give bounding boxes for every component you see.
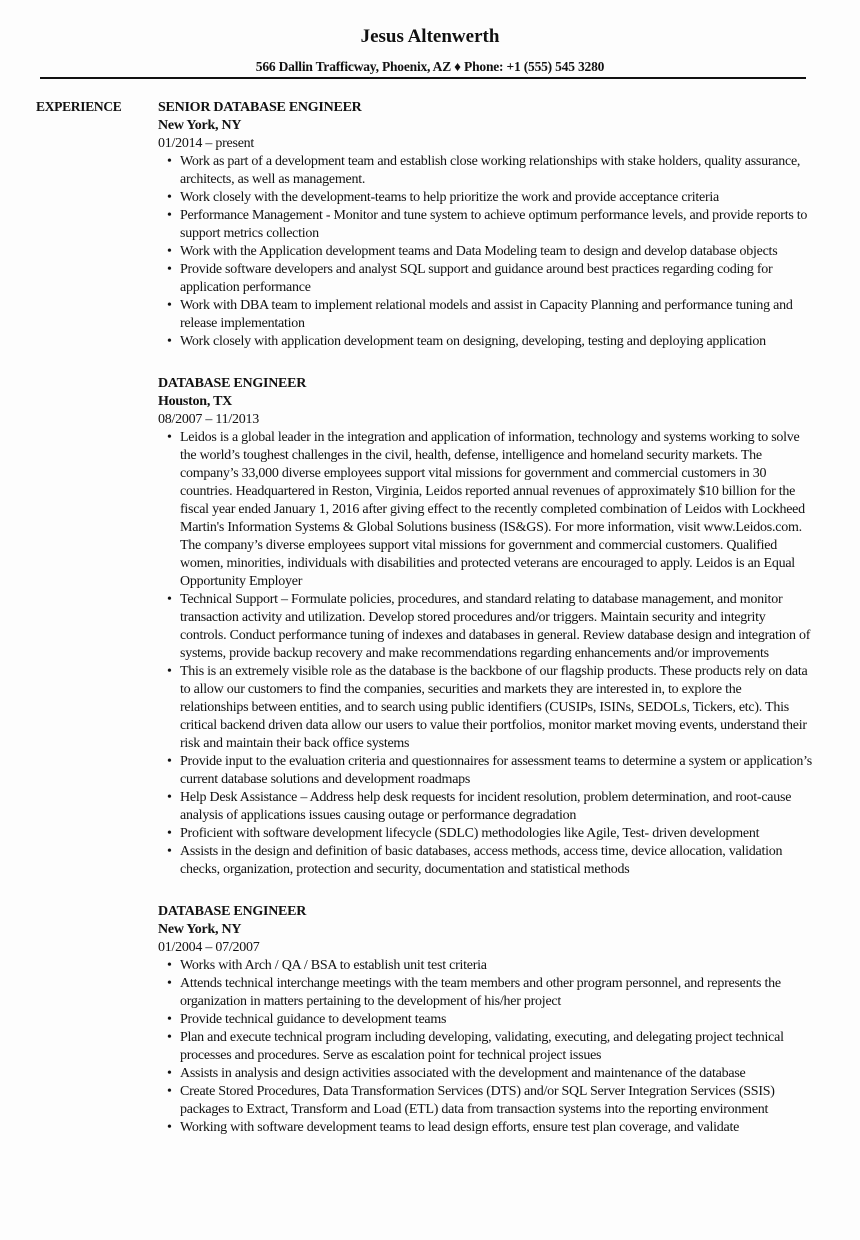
job-bullets [158, 957, 812, 1137]
experience-list [158, 99, 818, 1161]
job-location: Houston, TX [158, 394, 233, 409]
bullet-item: • Create Stored Procedures, Data Transformation Services (DTS) and/or SQL Server Integration Services (SSIS) packages to Extract, Transform and Load (ETL) data from transaction systems into the reporting environment [180, 1083, 812, 1119]
job-location: New York, NY [158, 922, 242, 937]
job-dates: 01/2014 – present [158, 136, 255, 151]
bullet-item: • Work closely with the development-teams to help prioritize the work and provide acceptance criteria [180, 189, 812, 207]
bullet-item: • Assists in analysis and design activities associated with the development and maintenance of the database [180, 1065, 812, 1083]
section-label-experience: EXPERIENCE [36, 99, 122, 114]
candidate-name: Jesus Altenwerth [360, 26, 500, 47]
bullet-item: • Attends technical interchange meetings with the team members and other program personnel, and represents the organization in matters pertaining to the development of his/her project [180, 975, 812, 1011]
bullet-item: • Technical Support – Formulate policies, procedures, and standard relating to database management, and monitor transaction activity and utilization. Develop stored procedures and/or triggers. Maintain security and integrity controls. Conduct performance tuning of indexes and databases in general. Review database design and integration of systems, provide backup recovery and make recommendations regarding enhancements and/or improvements [180, 591, 812, 663]
bullet-item: • Plan and execute technical program including developing, validating, executing, and delegating project technical processes and procedures. Serve as escalation point for technical project issues [180, 1029, 812, 1065]
bullet-item: • Provide software developers and analyst SQL support and guidance around best practices regarding coding for application performance [180, 261, 812, 297]
bullet-item: • Help Desk Assistance – Address help desk requests for incident resolution, problem determination, and root-cause analysis of applications issues causing outage or performance degradation [180, 789, 812, 825]
job-entry [158, 903, 818, 1137]
bullet-item: • Performance Management - Monitor and tune system to achieve optimum performance levels, and provide reports to support metrics collection [180, 207, 812, 243]
bullet-item: • Provide input to the evaluation criteria and questionnaires for assessment teams to determine a system or application’s current database solutions and development roadmaps [180, 753, 812, 789]
job-entry [158, 375, 818, 879]
contact-line: 566 Dallin Trafficway, Phoenix, AZ ♦ Phone: +1 (555) 545 3280 [255, 59, 605, 74]
job-entry [158, 99, 818, 351]
bullet-item: • Work closely with application development team on designing, developing, testing and deploying application [180, 333, 812, 351]
bullet-item: • Provide technical guidance to development teams [180, 1011, 812, 1029]
job-dates: 01/2004 – 07/2007 [158, 940, 260, 955]
bullet-item: • Works with Arch / QA / BSA to establish unit test criteria [180, 957, 812, 975]
header-divider [40, 77, 806, 79]
bullet-item: • Work as part of a development team and establish close working relationships with stake holders, quality assurance, architects, as well as management. [180, 153, 812, 189]
job-dates: 08/2007 – 11/2013 [158, 412, 260, 427]
bullet-item: • Leidos is a global leader in the integration and application of information, technology and systems working to solve the world’s toughest challenges in the civil, health, defense, intelligence and homeland security markets. The company’s 33,000 diverse employees support vital missions for government and commercial customers in 30 countries. Headquartered in Reston, Virginia, Leidos reported annual revenues of approximately $10 billion for the fiscal year ended January 1, 2016 after giving effect to the recently completed combination of Leidos with Lockheed Martin's Information Systems & Global Solutions business (IS&GS). For more information, visit www.Leidos.com. The company’s diverse employees support vital missions for government and commercial customers. Qualified women, minorities, individuals with disabilities and protected veterans are encouraged to apply. Leidos is an Equal Opportunity Employer [180, 429, 812, 591]
bullet-item: • Work with DBA team to implement relational models and assist in Capacity Planning and performance tuning and release implementation [180, 297, 812, 333]
bullet-item: • Proficient with software development lifecycle (SDLC) methodologies like Agile, Test- driven development [180, 825, 812, 843]
job-location: New York, NY [158, 118, 242, 133]
bullet-item: • Assists in the design and definition of basic databases, access methods, access time, device allocation, validation checks, organization, protection and security, documentation and statistical methods [180, 843, 812, 879]
bullet-item: • Work with the Application development teams and Data Modeling team to design and develop database objects [180, 243, 812, 261]
job-title: DATABASE ENGINEER [158, 904, 307, 919]
job-bullets [158, 153, 812, 351]
bullet-item: • Working with software development teams to lead design efforts, ensure test plan coverage, and validate [180, 1119, 812, 1137]
job-bullets [158, 429, 812, 879]
job-title: DATABASE ENGINEER [158, 376, 307, 391]
job-title: SENIOR DATABASE ENGINEER [158, 100, 362, 115]
bullet-item: • This is an extremely visible role as the database is the backbone of our flagship products. These products rely on data to allow our customers to find the companies, securities and markets they are interested in, to explore the relationships between entities, and to search using public identifiers (CUSIPs, ISINs, SEDOLs, Tickers, etc). This critical backend driven data allow our users to value their portfolios, monitor market moving events, understand their risk and maintain their back office systems [180, 663, 812, 753]
